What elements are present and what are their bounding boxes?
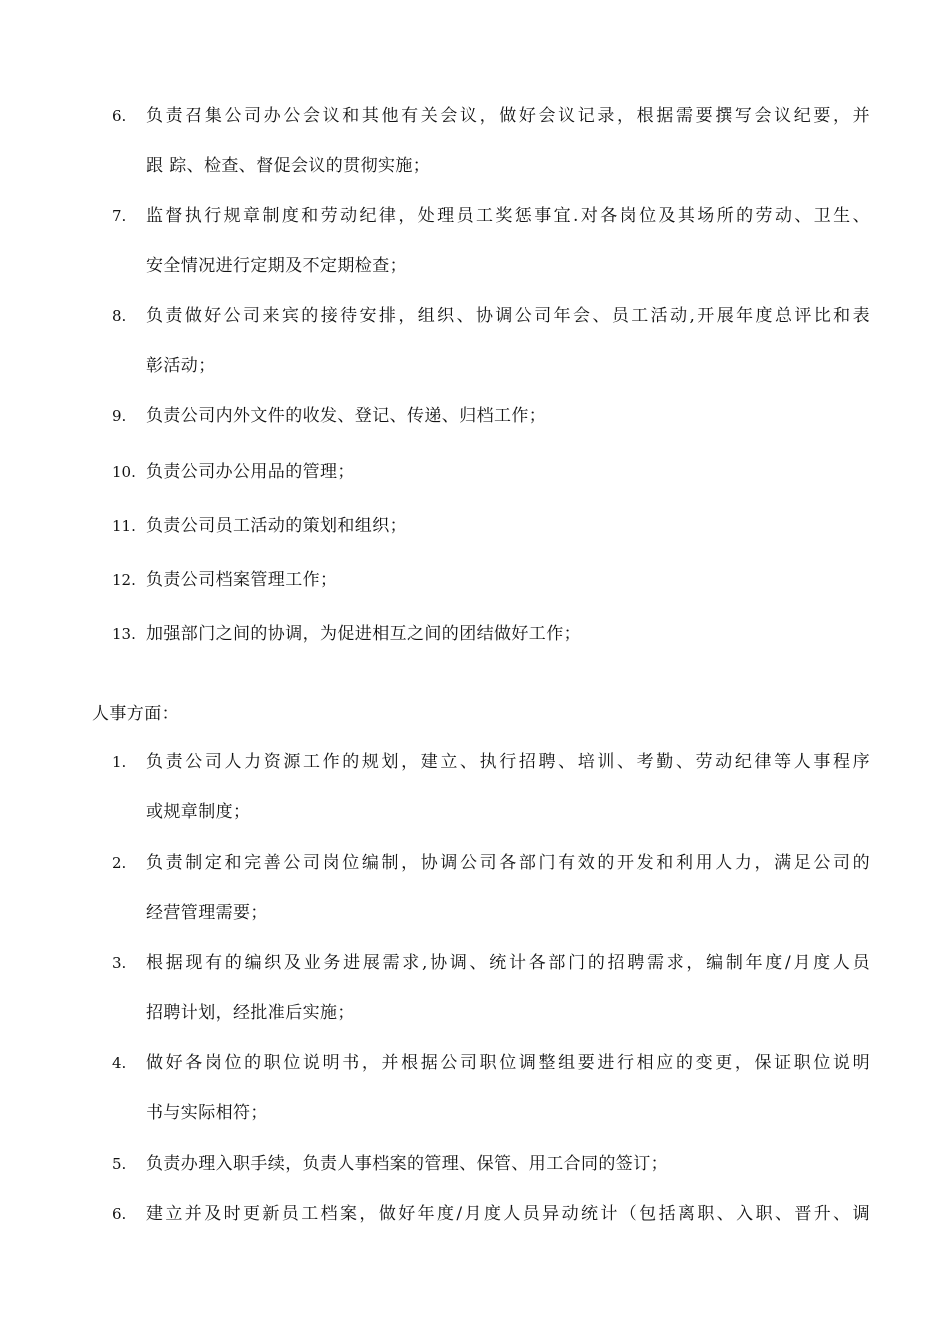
list-number: 7. <box>112 207 127 225</box>
list-item-text: 负责召集公司办公会议和其他有关会议，做好会议记录，根据需要撰写会议纪要，并 <box>146 106 870 126</box>
list-number: 12. <box>112 571 136 589</box>
list-number: 9. <box>112 407 127 425</box>
list-item-text: 做好各岗位的职位说明书，并根据公司职位调整组要进行相应的变更，保证职位说明 <box>146 1053 870 1073</box>
list-number: 10. <box>112 463 136 481</box>
list-item-text: 负责办理入职手续，负责人事档案的管理、保管、用工合同的签订； <box>146 1154 668 1174</box>
list-number: 13. <box>112 625 136 643</box>
section-heading: 人事方面： <box>92 704 179 724</box>
list-item-text-continued: 或规章制度； <box>146 802 251 822</box>
list-item-text: 负责公司员工活动的策划和组织； <box>146 516 407 536</box>
list-item-text-continued: 跟 踪、检查、督促会议的贯彻实施； <box>146 156 431 176</box>
list-number: 3. <box>112 954 127 972</box>
list-item-text: 根据现有的编织及业务进展需求,协调、统计各部门的招聘需求，编制年度/月度人员 <box>146 953 870 973</box>
list-item-text: 建立并及时更新员工档案，做好年度/月度人员异动统计（包括离职、入职、晋升、调 <box>146 1204 870 1224</box>
list-item-text-continued: 彰活动； <box>146 356 216 376</box>
list-number: 4. <box>112 1054 127 1072</box>
list-number: 8. <box>112 307 127 325</box>
list-item-text: 负责制定和完善公司岗位编制，协调公司各部门有效的开发和利用人力，满足公司的 <box>146 853 870 873</box>
list-item-text-continued: 招聘计划，经批准后实施； <box>146 1003 355 1023</box>
list-number: 5. <box>112 1155 127 1173</box>
list-item-text: 负责公司办公用品的管理； <box>146 462 355 482</box>
list-item-text: 负责做好公司来宾的接待安排，组织、协调公司年会、员工活动,开展年度总评比和表 <box>146 306 870 326</box>
list-item-text: 负责公司内外文件的收发、登记、传递、归档工作； <box>146 406 547 426</box>
list-item-text: 加强部门之间的协调，为促进相互之间的团结做好工作； <box>146 624 581 644</box>
list-number: 6. <box>112 107 127 125</box>
list-item-text-continued: 安全情况进行定期及不定期检查； <box>146 256 407 276</box>
list-item-text: 监督执行规章制度和劳动纪律，处理员工奖惩事宜.对各岗位及其场所的劳动、卫生、 <box>146 206 870 226</box>
list-item-text: 负责公司档案管理工作； <box>146 570 338 590</box>
list-item-text: 负责公司人力资源工作的规划，建立、执行招聘、培训、考勤、劳动纪律等人事程序 <box>146 752 870 772</box>
list-item-text-continued: 书与实际相符； <box>146 1103 268 1123</box>
list-item-text-continued: 经营管理需要； <box>146 903 268 923</box>
list-number: 2. <box>112 854 127 872</box>
list-number: 11. <box>112 517 136 535</box>
list-number: 6. <box>112 1205 127 1223</box>
list-number: 1. <box>112 753 127 771</box>
